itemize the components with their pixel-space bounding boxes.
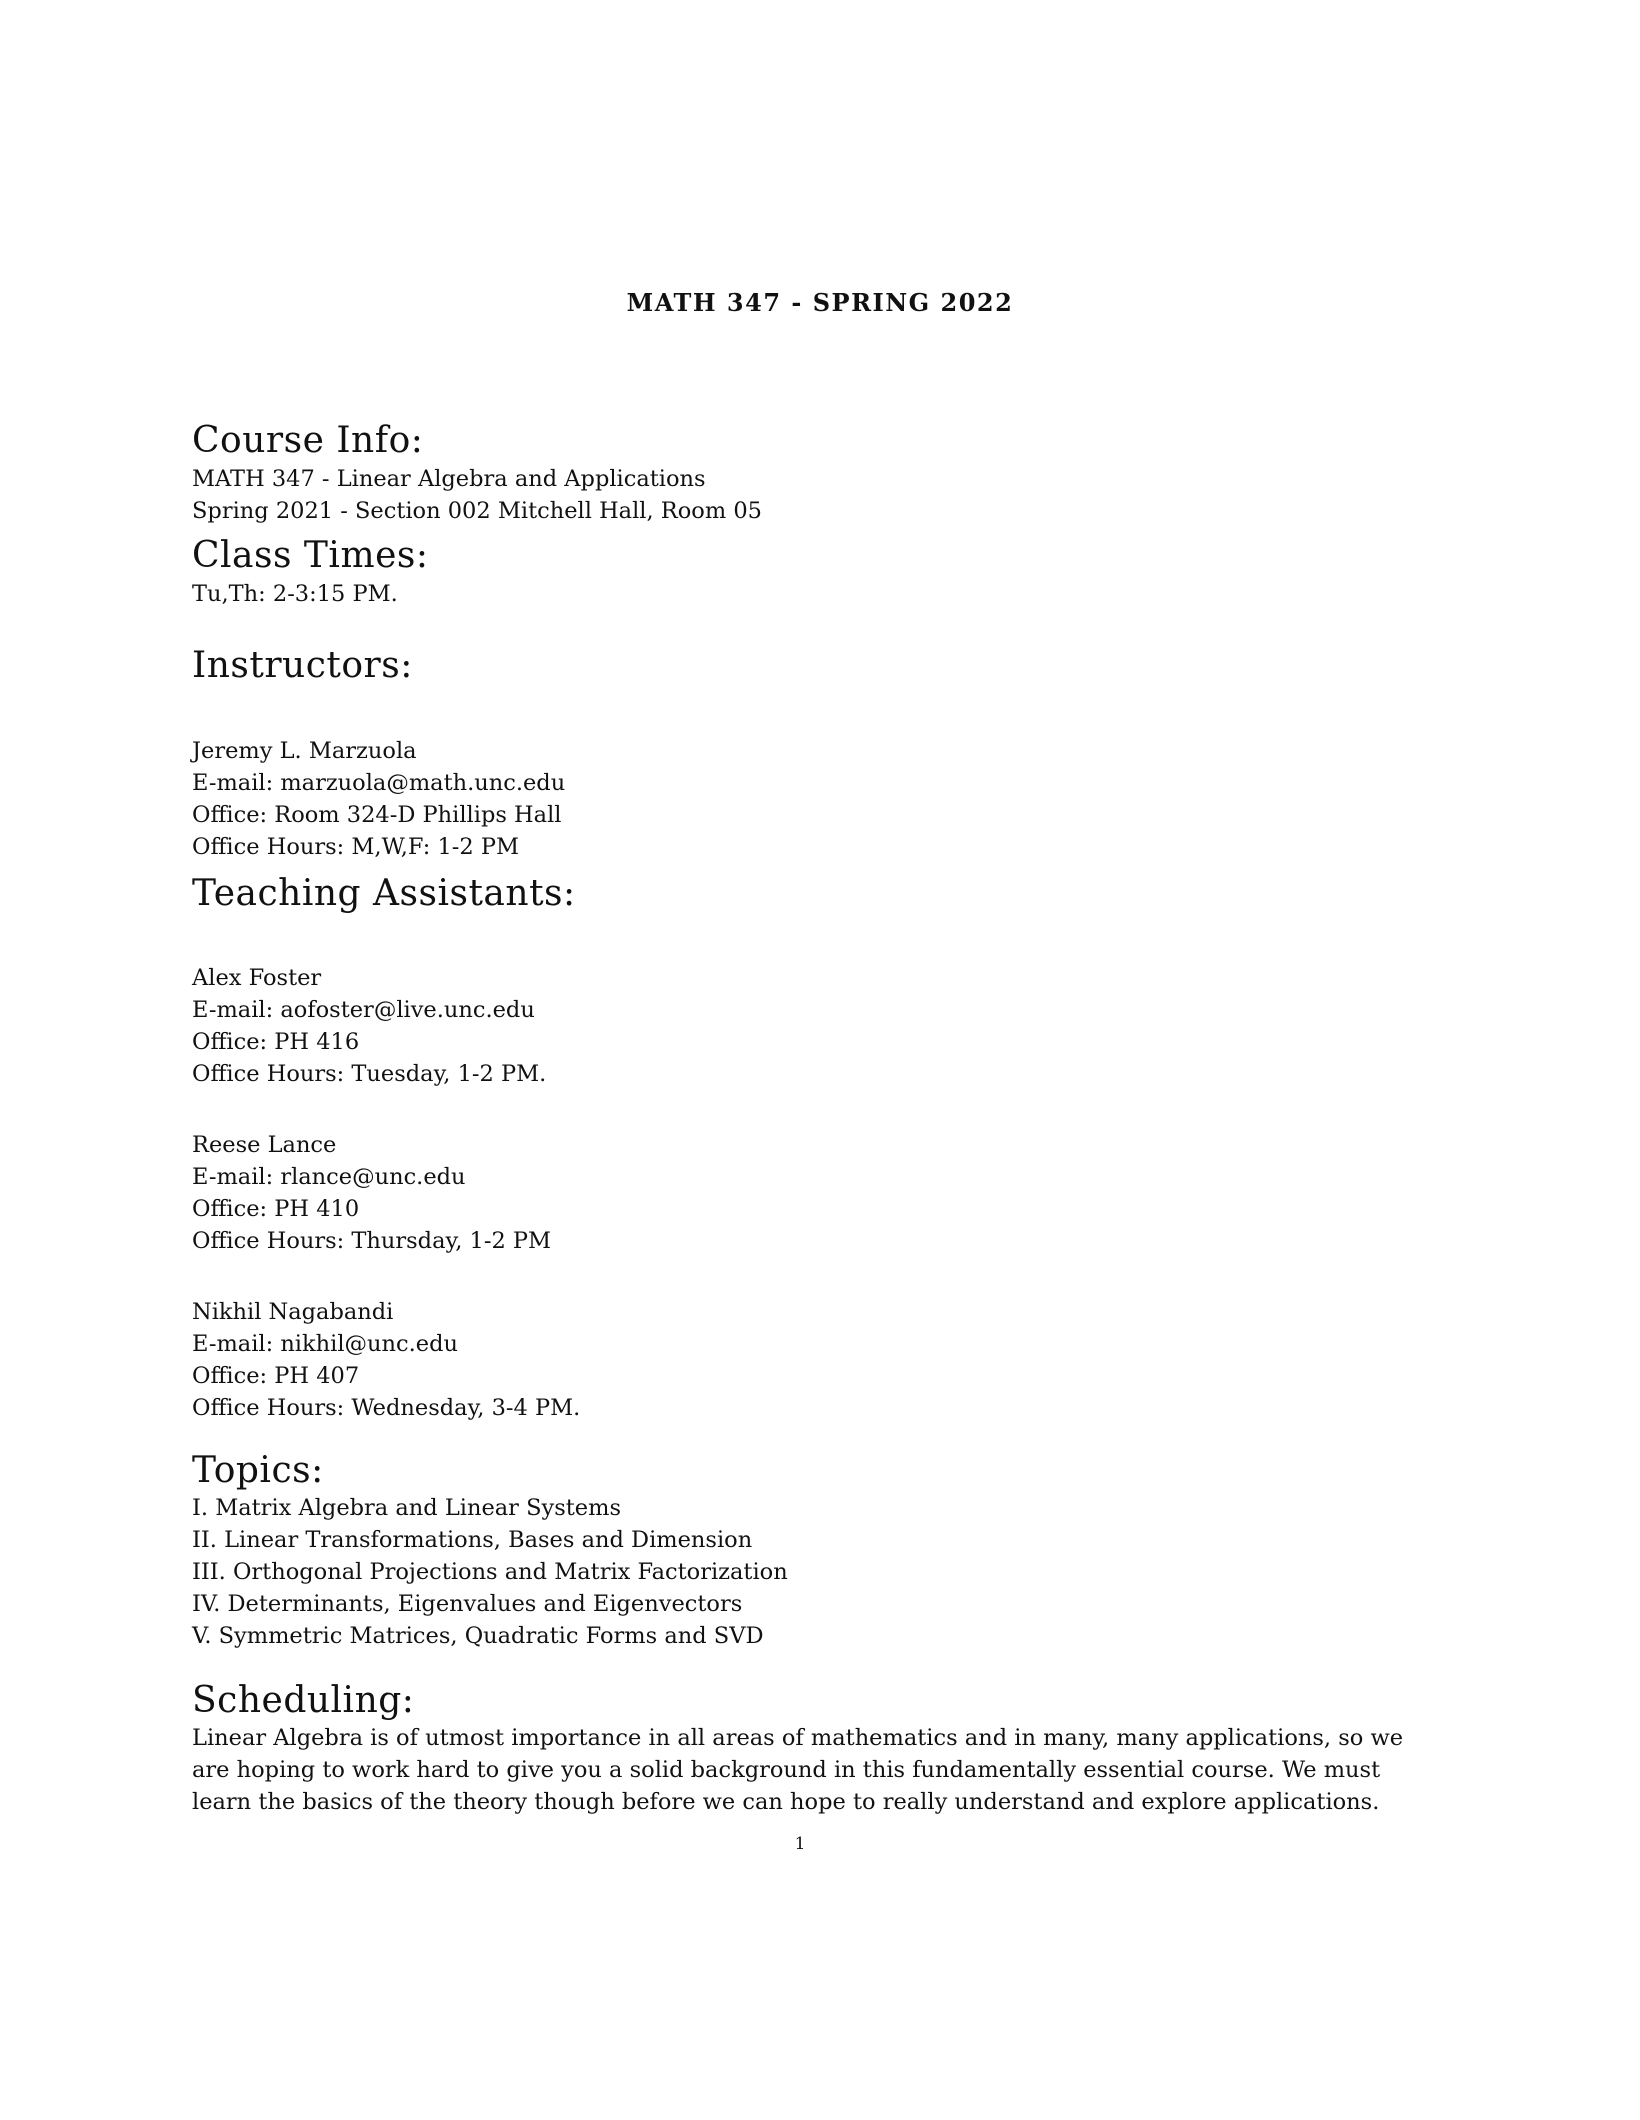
instructor-office-hours: Office Hours: M,W,F: 1-2 PM bbox=[192, 834, 520, 860]
course-info-line: MATH 347 - Linear Algebra and Applications bbox=[192, 466, 706, 492]
topic-item: II. Linear Transformations, Bases and Dimension bbox=[192, 1527, 753, 1553]
ta-office-hours: Office Hours: Wednesday, 3-4 PM. bbox=[192, 1395, 581, 1421]
topic-item: I. Matrix Algebra and Linear Systems bbox=[192, 1495, 622, 1521]
ta-email: E-mail: rlance@unc.edu bbox=[192, 1164, 466, 1190]
instructor-office: Office: Room 324-D Phillips Hall bbox=[192, 802, 562, 828]
scheduling-heading: Scheduling: bbox=[192, 1680, 415, 1721]
page-title: MATH 347 - SPRING 2022 bbox=[626, 288, 1014, 317]
ta-email: E-mail: aofoster@live.unc.edu bbox=[192, 997, 535, 1023]
scheduling-paragraph-line: learn the basics of the theory though before we can hope to really understand and explore applications. bbox=[192, 1789, 1380, 1815]
course-info-line: Spring 2021 - Section 002 Mitchell Hall, Room 05 bbox=[192, 498, 762, 524]
ta-email: E-mail: nikhil@unc.edu bbox=[192, 1331, 458, 1357]
course-info-heading: Course Info: bbox=[192, 420, 424, 461]
topic-item: V. Symmetric Matrices, Quadratic Forms and SVD bbox=[192, 1623, 764, 1649]
ta-office-hours: Office Hours: Thursday, 1-2 PM bbox=[192, 1228, 552, 1254]
topics-heading: Topics: bbox=[192, 1450, 324, 1491]
instructors-heading: Instructors: bbox=[192, 645, 413, 686]
instructor-email: E-mail: marzuola@math.unc.edu bbox=[192, 770, 566, 796]
ta-office-hours: Office Hours: Tuesday, 1-2 PM. bbox=[192, 1061, 547, 1087]
instructor-name: Jeremy L. Marzuola bbox=[192, 738, 417, 764]
ta-office: Office: PH 416 bbox=[192, 1029, 360, 1055]
ta-office: Office: PH 407 bbox=[192, 1363, 360, 1389]
teaching-assistants-heading: Teaching Assistants: bbox=[192, 873, 576, 914]
class-times-heading: Class Times: bbox=[192, 535, 429, 576]
topic-item: III. Orthogonal Projections and Matrix Factorization bbox=[192, 1559, 788, 1585]
ta-office: Office: PH 410 bbox=[192, 1196, 360, 1222]
page-number: 1 bbox=[794, 1834, 806, 1854]
scheduling-paragraph-line: Linear Algebra is of utmost importance in all areas of mathematics and in many, many applications, so we bbox=[192, 1725, 1404, 1751]
ta-name: Nikhil Nagabandi bbox=[192, 1299, 394, 1325]
scheduling-paragraph-line: are hoping to work hard to give you a solid background in this fundamentally essential course. We must bbox=[192, 1757, 1381, 1783]
topic-item: IV. Determinants, Eigenvalues and Eigenvectors bbox=[192, 1591, 743, 1617]
ta-name: Reese Lance bbox=[192, 1132, 337, 1158]
ta-name: Alex Foster bbox=[192, 965, 322, 991]
class-times-line: Tu,Th: 2-3:15 PM. bbox=[192, 581, 398, 607]
